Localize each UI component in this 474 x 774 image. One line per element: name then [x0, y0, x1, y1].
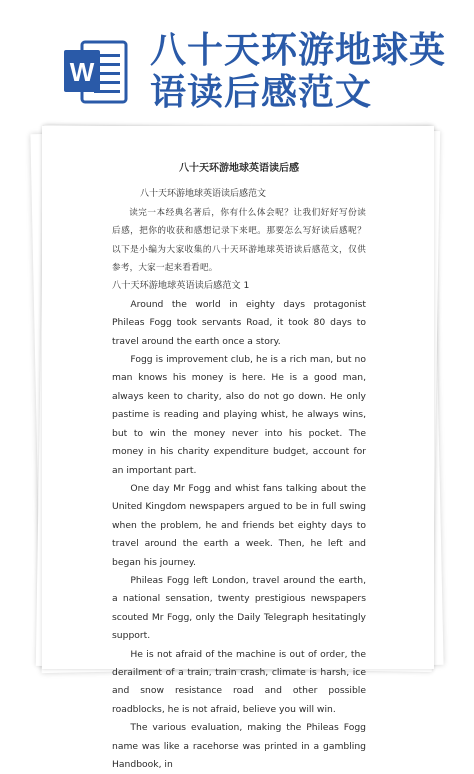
document-title: 八十天环游地球英语读后感: [179, 163, 299, 174]
intro-paragraph: 读完一本经典名著后，你有什么体会呢？让我们好好写份读后感，把你的收获和感想记录下来吧。那要怎么写好读后感呢？以下是小编为大家收集的八十天环游地球英语读后感范文，仅供参考，大家一起来看看吧。: [112, 207, 366, 274]
body-paragraph: One day Mr Fogg and whist fans talking about the United Kingdom newspapers argued to be in full swing when the problem, he and friends bet eighty days to travel around the earth a week. Then, he left and began his journey.: [112, 482, 366, 568]
header-banner: [0, 0, 474, 120]
body-paragraph: Around the world in eighty days protagonist Phileas Fogg took servants Road, it took 80 days to travel around the earth once a story.: [112, 298, 366, 347]
document-body: [112, 160, 366, 774]
word-document-icon: [60, 36, 132, 108]
body-paragraph: He is not afraid of the machine is out of order, the derailment of a train, train crash, climate is harsh, ice and snow resistance road and other possible roadblocks, he is not afraid, believe you will win.: [112, 648, 366, 715]
document-subtitle: 八十天环游地球英语读后感范文: [140, 189, 267, 200]
body-paragraph: Phileas Fogg left London, travel around the earth, a national sensation, twenty prestigious newspapers scouted Mr Fogg, only the Daily Telegraph hesitatingly support.: [112, 574, 366, 642]
svg-text:W: W: [69, 57, 95, 87]
body-paragraph: Fogg is improvement club, he is a rich man, but no man knows his money is here. He is a good man, always keen to charity, also do not go down. He only pastime is reading and playing whist, he always wins, but to win the money never into his pocket. The money in his charity expenditure budget, account for an important part.: [112, 354, 366, 476]
section-heading: 八十天环游地球英语读后感范文 1: [112, 280, 250, 292]
page-title: 八十天环游地球英语读后感范文: [150, 30, 447, 113]
body-paragraph: The various evaluation, making the Phileas Fogg name was like a racehorse was printed in a gambling Handbook, in: [112, 722, 366, 770]
